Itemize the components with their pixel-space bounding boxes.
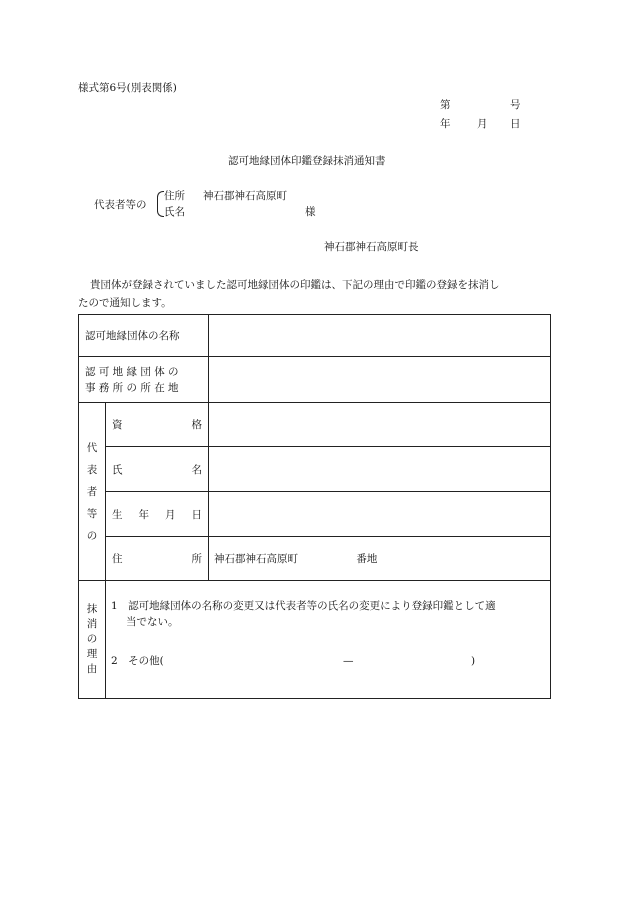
rep-char: の [86,529,98,542]
office-label [79,357,209,403]
addressee-address-label: 住所 [164,190,185,202]
reason1-line1: 1 認可地縁団体の名称の変更又は代表者等の氏名の変更により登録印鑑として適 [111,600,496,612]
reason-char: 理 [86,648,98,660]
date-day: 日 [510,118,521,130]
reason-char: 抹 [86,603,98,615]
rep-address-row [79,537,551,581]
reason-char: 由 [86,663,98,675]
form-number: 様式第6号(別表関係) [78,82,177,94]
issuer: 神石郡神石高原町長 [324,241,419,253]
office-label-line1: 認 可 地 縁 団 体 の [85,365,179,378]
date-month: 月 [477,118,488,130]
addressee-bracket [157,191,164,217]
reason-row [79,581,551,699]
office-value [209,357,551,403]
addressee-name-label: 氏名 [164,206,185,218]
qualification-label: 資 格 [106,403,209,447]
reason-label [79,581,106,699]
rep-birthdate-row [79,492,551,537]
date-year: 年 [440,118,451,130]
reason2-dash: — [343,655,354,667]
birthdate-value [209,492,551,537]
birthdate-label: 生 年 月 日 [106,492,209,537]
rep-address-text: 神石郡神石高原町 [214,553,299,565]
rep-char: 等 [86,507,98,520]
notice-table [78,314,551,699]
rep-name-label: 氏 名 [106,447,209,492]
addressee-label: 代表者等の [94,199,147,211]
reason2-close: ) [471,655,476,667]
body-line-2: たので通知します。 [78,297,172,309]
reason1-line2: 当でない。 [126,616,179,628]
doc-number-suffix: 号 [510,99,521,111]
page-title: 認可地縁団体印鑑登録抹消通知書 [228,155,386,167]
doc-number-prefix: 第 [440,99,451,111]
addressee-address-value: 神石郡神石高原町 [203,190,287,202]
qualification-value [209,403,551,447]
reason-char: の [86,633,98,645]
addressee-honorific: 様 [305,206,316,218]
body-line-1: 貴団体が登録されていました認可地縁団体の印鑑は、下記の理由で印鑑の登録を抹消し [90,279,500,291]
rep-char: 者 [86,485,98,498]
reason2-label: 2 その他( [111,655,164,667]
rep-qualification-row [79,403,551,447]
rep-group-label [79,403,106,581]
org-name-label: 認可地縁団体の名称 [79,315,209,357]
office-row [79,357,551,403]
rep-char: 表 [86,463,98,476]
rep-address-label: 住 所 [106,537,209,581]
reason-char: 消 [86,618,98,630]
office-label-line2: 事 務 所 の 所 在 地 [85,381,179,394]
reason-content [106,581,551,699]
rep-char: 代 [86,441,98,454]
rep-address-suffix: 番地 [356,553,378,565]
org-name-value [209,315,551,357]
rep-name-value [209,447,551,492]
org-name-row [79,315,551,357]
rep-address-value [209,537,551,581]
rep-name-row [79,447,551,492]
